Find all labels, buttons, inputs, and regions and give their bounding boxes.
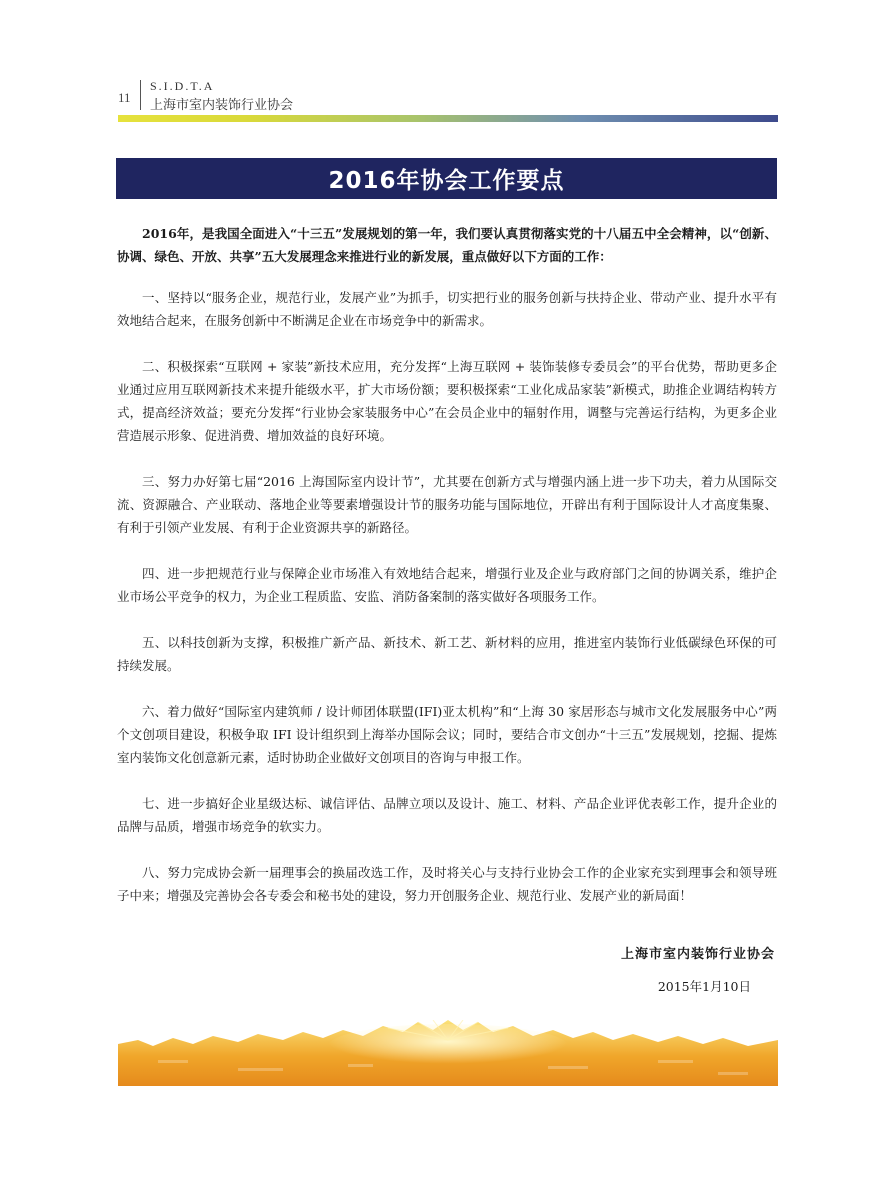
paragraph-3: 三、努力办好第七届“2016 上海国际室内设计节”，尤其要在创新方式与增强内涵上进一步下功夫，着力从国际交流、资源融合、产业联动、落地企业等要素增强设计节的服务功能与国际地位，开辟出有利于国际设计人才高度集聚、有利于引领产业发展、有利于企业资源共享的新路径。 (117, 474, 777, 535)
page-title: 2016年协会工作要点 (328, 168, 565, 194)
header-gradient-stripe (118, 115, 778, 122)
brand-name: 上海市室内装饰行业协会 (150, 98, 294, 113)
paragraph-7: 七、进一步搞好企业星级达标、诚信评估、品牌立项以及设计、施工、材料、产品企业评优表彰工作，提升企业的品牌与品质，增强市场竞争的软实力。 (117, 796, 777, 834)
signature-date: 2015年1月10日 (657, 979, 751, 994)
title-banner (116, 158, 777, 199)
paragraph-6: 六、着力做好“国际室内建筑师 / 设计师团体联盟(IFI)亚太机构”和“上海 30 家居形态与城市文化发展服务中心”两个文创项目建设，积极争取 IFI 设计组织到上海举办国际会议；同时，要结合市文创办“十三五”发展规划，挖掘、提炼室内装饰文化创意新元素，适时协助企业做好文创项目的咨询与申报工作。 (117, 704, 777, 765)
decorative-gold-band (118, 1020, 778, 1086)
article-body (117, 222, 777, 930)
paragraph-4: 四、进一步把规范行业与保障企业市场准入有效地结合起来，增强行业及企业与政府部门之间的协调关系，维护企业市场公平竞争的权力，为企业工程质监、安监、消防备案制的落实做好各项服务工作。 (117, 566, 777, 604)
page-number: 11 (118, 90, 131, 105)
brand-code: S.I.D.T.A (150, 79, 215, 93)
paragraph-8: 八、努力完成协会新一届理事会的换届改选工作，及时将关心与支持行业协会工作的企业家充实到理事会和领导班子中来；增强及完善协会各专委会和秘书处的建设，努力开创服务企业、规范行业、发展产业的新局面！ (117, 865, 777, 903)
header-divider (140, 80, 141, 110)
paragraph-2: 二、积极探索“互联网 + 家装”新技术应用，充分发挥“上海互联网 + 装饰装修专委员会”的平台优势，帮助更多企业通过应用互联网新技术来提升能级水平，扩大市场份额；要积极探索“工业化成品家装”新模式，助推企业调结构转方式，提高经济效益；要充分发挥“行业协会家装服务中心”在会员企业中的辐射作用，调整与完善运行结构，为更多企业营造展示形象、促进消费、增加效益的良好环境。 (117, 359, 777, 443)
intro-paragraph: 2016年，是我国全面进入“十三五”发展规划的第一年，我们要认真贯彻落实党的十八届五中全会精神，以“创新、协调、绿色、开放、共享”五大发展理念来推进行业的新发展，重点做好以下方面的工作： (117, 226, 777, 264)
paragraph-1: 一、坚持以“服务企业，规范行业，发展产业”为抓手，切实把行业的服务创新与扶持企业、带动产业、提升水平有效地结合起来，在服务创新中不断满足企业在市场竞争中的新需求。 (117, 290, 777, 328)
signature: 上海市室内装饰行业协会 (620, 947, 775, 962)
paragraph-5: 五、以科技创新为支撑，积极推广新产品、新技术、新工艺、新材料的应用，推进室内装饰行业低碳绿色环保的可持续发展。 (117, 635, 777, 673)
